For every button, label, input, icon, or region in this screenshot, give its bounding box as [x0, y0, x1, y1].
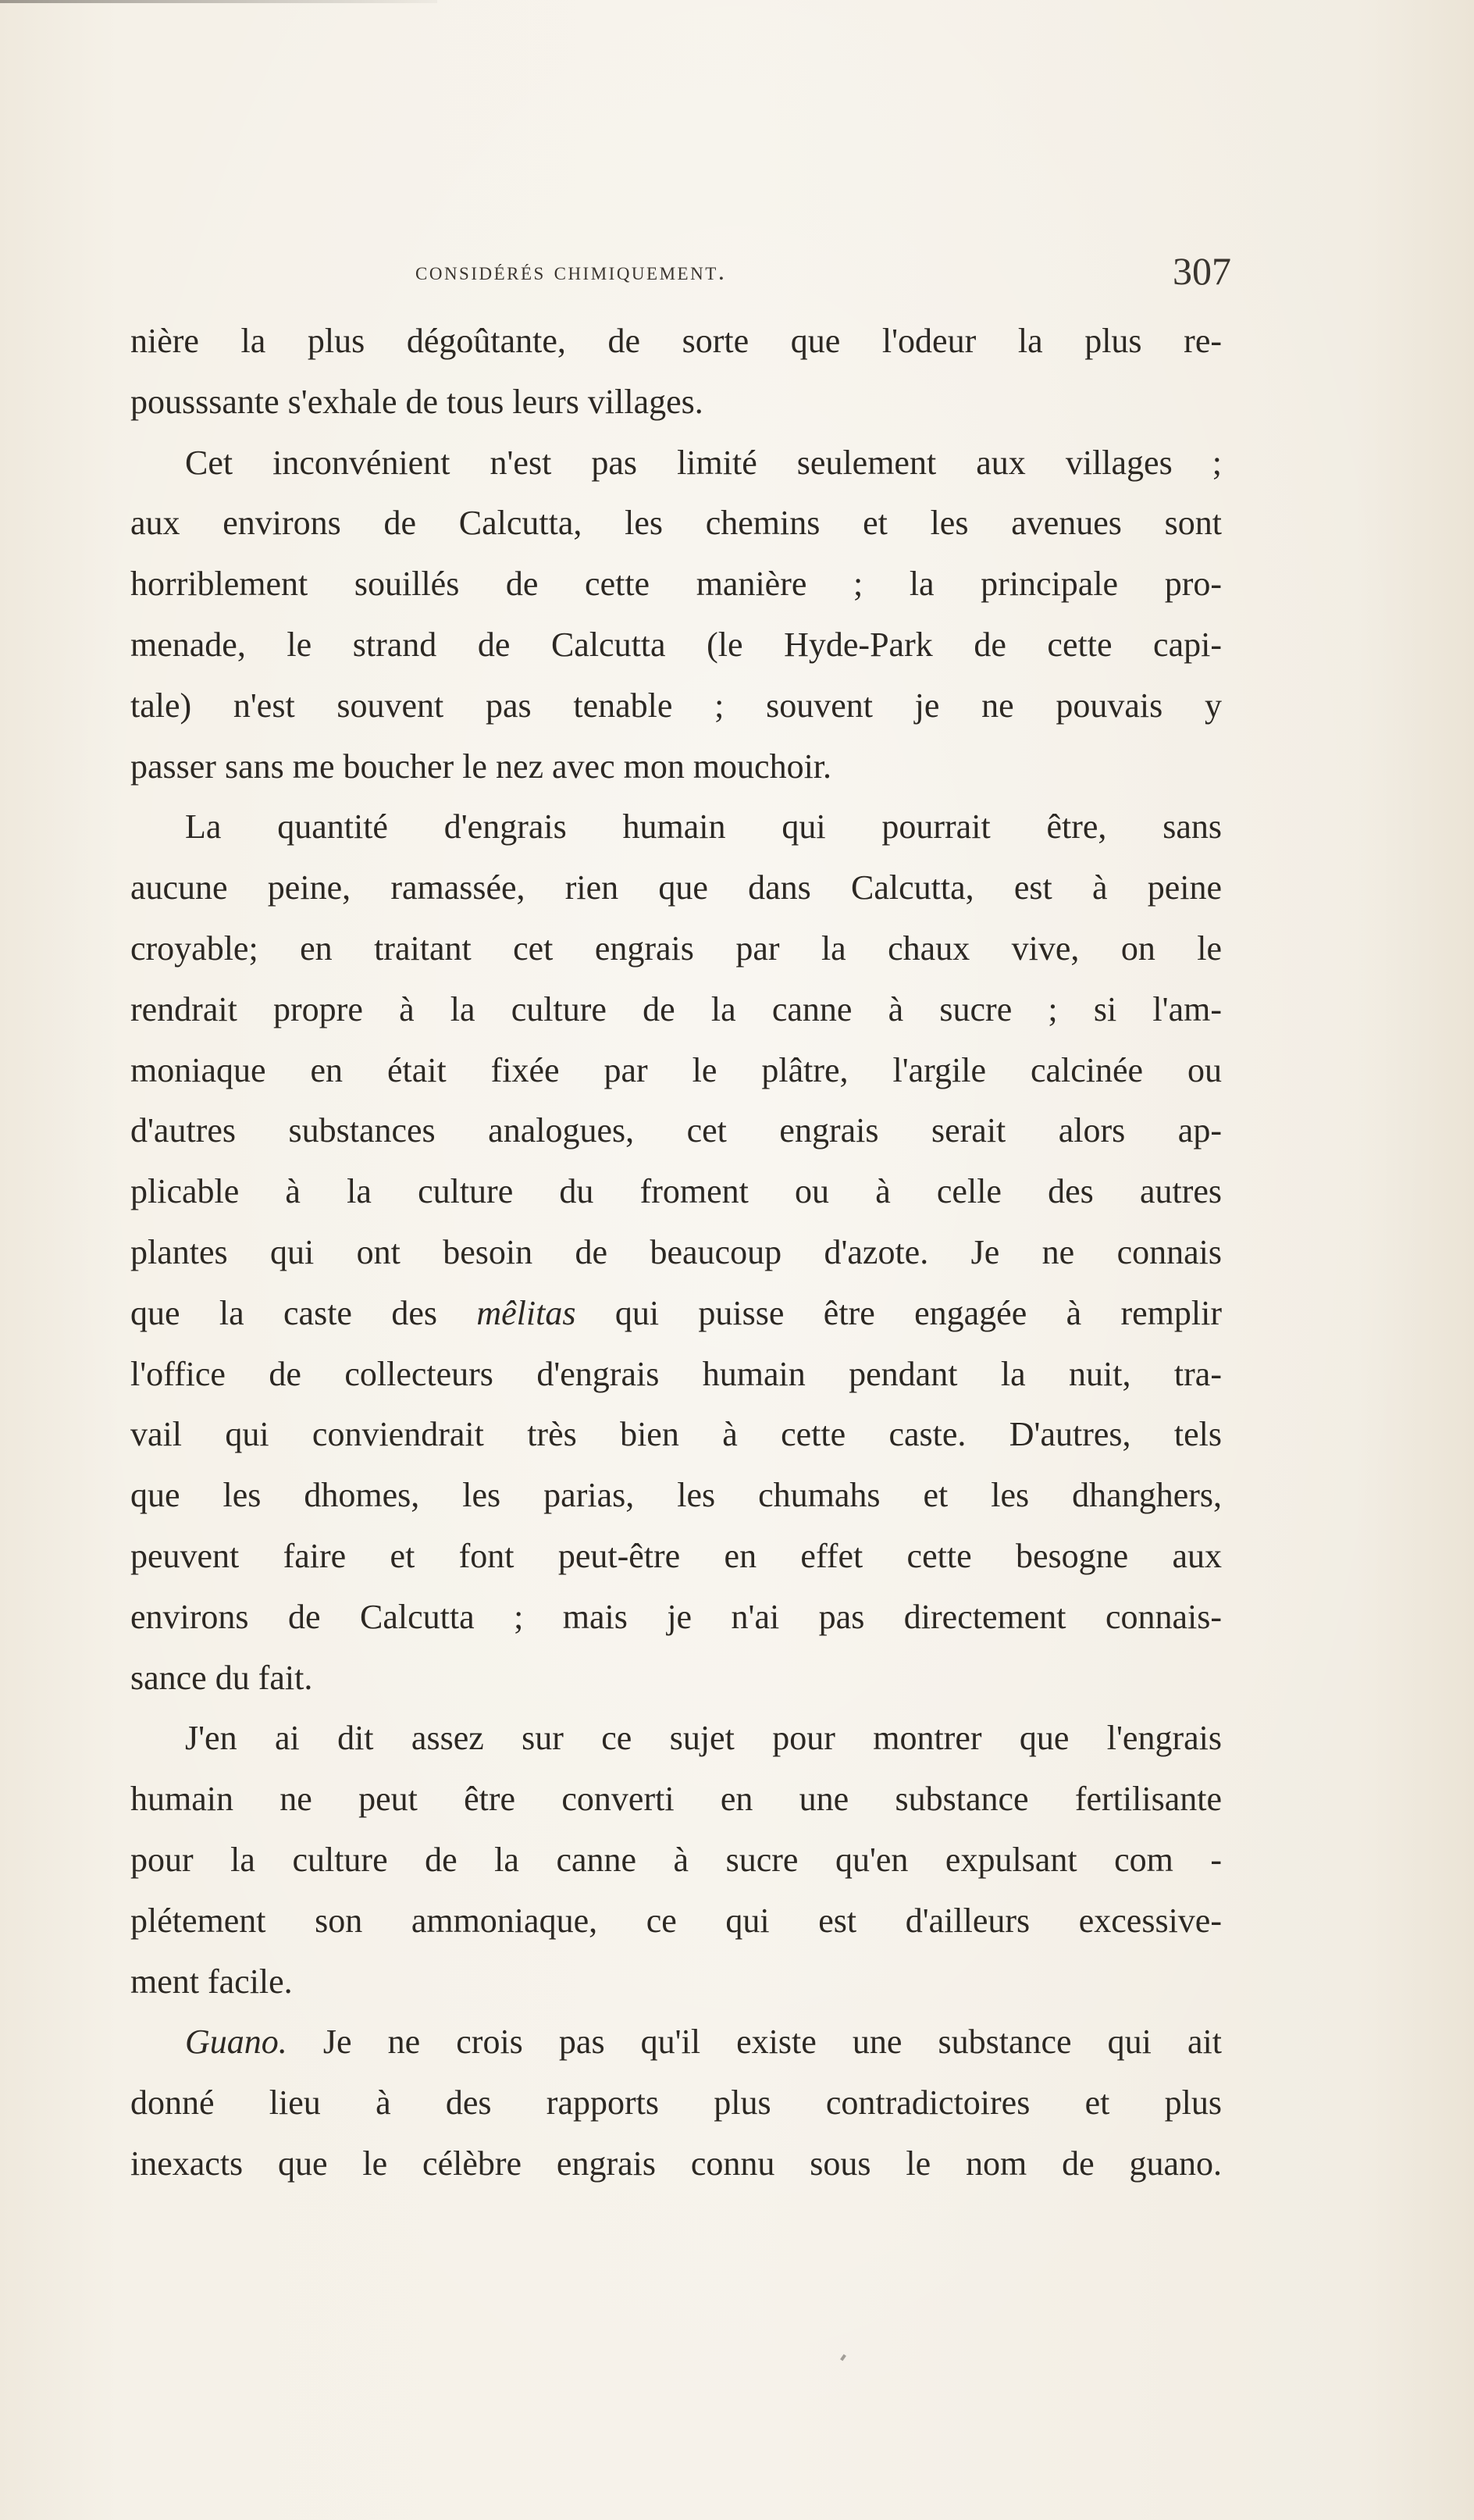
text-line: La quantité d'engrais humain qui pourrait être, sans	[185, 807, 1222, 847]
text-line	[130, 1283, 1222, 1344]
text-line: moniaque en était fixée par le plâtre, l'argile calcinée ou	[130, 1050, 1222, 1089]
page-number: 307	[1173, 249, 1231, 293]
text-line-segment: Je ne crois pas qu'il existe une substance qui ait	[287, 2023, 1222, 2062]
text-line: J'en ai dit assez sur ce sujet pour montrer que l'engrais	[185, 1719, 1222, 1758]
running-head-title-text: considérés chimiquement.	[415, 258, 727, 286]
text-line: humain ne peut être converti en une substance fertilisante	[130, 1780, 1222, 1819]
text-line: donné lieu à des rapports plus contradictoires et plus	[130, 2083, 1222, 2123]
page-edge-rule	[0, 0, 437, 3]
text-line: pousssante s'exhale de tous leurs villages.	[130, 382, 703, 421]
text-line	[130, 2012, 1222, 2073]
text-line: tale) n'est souvent pas tenable ; souvent je ne pouvais y	[130, 686, 1222, 725]
ink-speck	[840, 2354, 846, 2361]
italic-term: mêlitas	[476, 1293, 576, 1332]
text-line: nière la plus dégoûtante, de sorte que l'odeur la plus re-	[130, 322, 1222, 360]
text-line-segment: qui puisse être engagée à remplir	[575, 1293, 1222, 1332]
text-line: vail qui conviendrait très bien à cette caste. D'autres, tels	[130, 1415, 1222, 1454]
text-line: peuvent faire et font peut-être en effet cette besogne aux	[130, 1536, 1222, 1575]
text-line: pour la culture de la canne à sucre qu'en expulsant com -	[130, 1840, 1222, 1879]
body-text	[130, 311, 1222, 2194]
text-line: aux environs de Calcutta, les chemins et les avenues sont	[130, 504, 1222, 543]
text-line: aucune peine, ramassée, rien que dans Calcutta, est à peine	[130, 868, 1222, 907]
text-line: d'autres substances analogues, cet engrais serait alors ap-	[130, 1111, 1222, 1150]
text-line: menade, le strand de Calcutta (le Hyde-Park de cette capi-	[130, 625, 1222, 664]
text-line: plantes qui ont besoin de beaucoup d'azote. Je ne connais	[130, 1232, 1222, 1271]
running-head	[130, 248, 1231, 303]
running-head-title	[415, 258, 727, 287]
text-line: plicable à la culture du froment ou à celle des autres	[130, 1172, 1222, 1211]
text-line: Cet inconvénient n'est pas limité seulement aux villages ;	[185, 443, 1222, 482]
text-line: l'office de collecteurs d'engrais humain pendant la nuit, tra-	[130, 1354, 1222, 1393]
text-line: plétement son ammoniaque, ce qui est d'ailleurs excessive-	[130, 1901, 1222, 1940]
text-line: rendrait propre à la culture de la canne à sucre ; si l'am-	[130, 989, 1222, 1028]
text-line: passer sans me boucher le nez avec mon mouchoir.	[130, 747, 832, 786]
text-line: horriblement souillés de cette manière ; la principale pro-	[130, 565, 1222, 604]
text-line: environs de Calcutta ; mais je n'ai pas directement connais-	[130, 1597, 1222, 1636]
text-line: que les dhomes, les parias, les chumahs et les dhanghers,	[130, 1476, 1222, 1515]
italic-term: Guano.	[185, 2023, 287, 2062]
text-line: inexacts que le célèbre engrais connu sous le nom de guano.	[130, 2144, 1222, 2183]
text-line-segment: que la caste des	[130, 1293, 477, 1332]
text-line: sance du fait.	[130, 1658, 313, 1697]
text-line: croyable; en traitant cet engrais par la chaux vive, on le	[130, 929, 1222, 968]
text-line: ment facile.	[130, 1962, 293, 2001]
